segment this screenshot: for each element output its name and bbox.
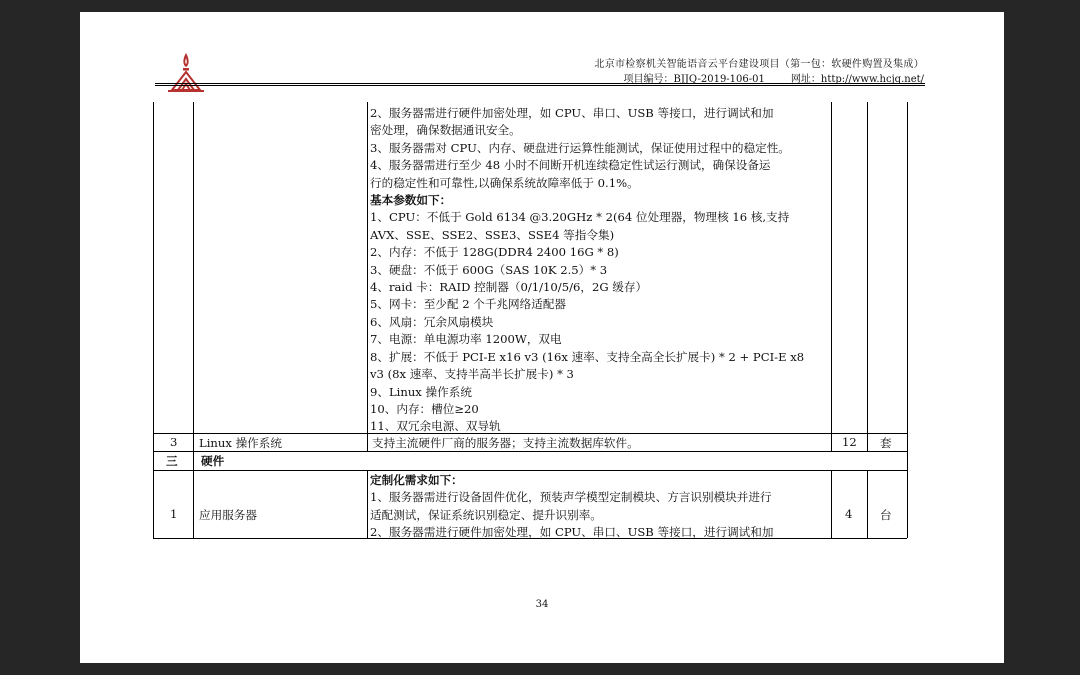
document-page <box>80 12 1004 663</box>
project-title: 北京市检察机关智能语音云平台建设项目（第一包：软硬件购置及集成） <box>594 59 924 70</box>
app-row-unit: 台 <box>880 508 892 522</box>
custom-heading: 定制化需求如下： <box>370 473 463 487</box>
custom-line: 2、服务器需进行硬件加密处理，如 CPU、串口、USB 等接口，进行调试和加 <box>370 525 774 540</box>
param-line: 4、raid 卡：RAID 控制器（0/1/10/5/6，2G 缓存） <box>370 280 648 295</box>
app-row-no: 1 <box>170 507 178 521</box>
website-label: 网址： <box>790 74 821 85</box>
param-line: 6、风扇：冗余风扇模块 <box>370 314 494 329</box>
spec-continued <box>370 105 825 436</box>
custom-line: 适配测试，保证系统识别稳定、提升识别率。 <box>370 507 602 522</box>
company-logo <box>162 50 210 96</box>
row3-unit: 套 <box>880 436 892 450</box>
header-rule-top <box>155 83 925 84</box>
custom-line: 1、服务器需进行设备固件优化，预装声学模型定制模块、方言识别模块并进行 <box>370 490 772 505</box>
spec-line: 2、服务器需进行硬件加密处理，如 CPU、串口、USB 等接口，进行调试和加 <box>370 106 774 120</box>
section-name: 硬件 <box>201 454 225 468</box>
spec-line: 3、服务器需对 CPU、内存、硬盘进行运算性能测试，保证使用过程中的稳定性。 <box>370 140 790 155</box>
header-rule-bottom <box>155 85 925 86</box>
param-line: 8、扩展：不低于 PCI-E x16 v3 (16x 速率、支持全高全长扩展卡) * 2 + PCI-E x8 <box>370 349 805 364</box>
param-line: v3 (8x 速率、支持半高半长扩展卡) * 3 <box>370 367 574 382</box>
row3-name: Linux 操作系统 <box>199 436 282 450</box>
param-line: 9、Linux 操作系统 <box>370 384 472 399</box>
param-line: 5、网卡：至少配 2 个千兆网络适配器 <box>370 297 567 312</box>
app-row-name: 应用服务器 <box>199 508 257 522</box>
project-no: BJJQ-2019-106-01 <box>673 74 765 85</box>
app-row-qty: 4 <box>845 507 853 521</box>
param-line: 1、CPU：不低于 Gold 6134 @3.20GHz * 2(64 位处理器，物理核 16 核,支持 <box>370 210 790 225</box>
param-line: 3、硬盘：不低于 600G（SAS 10K 2.5）* 3 <box>370 262 608 277</box>
row3-no: 3 <box>170 435 178 449</box>
project-no-label: 项目编号： <box>623 74 674 85</box>
requirements-table <box>153 102 907 538</box>
param-line: 7、电源：单电源功率 1200W，双电 <box>370 332 562 347</box>
row3-qty: 12 <box>842 435 857 449</box>
param-line: 11、双冗余电源、双导轨 <box>370 419 501 434</box>
page-number: 34 <box>535 599 549 610</box>
row3-spec: 支持主流硬件厂商的服务器；支持主流数据库软件。 <box>372 436 639 450</box>
params-heading: 基本参数如下： <box>370 193 452 208</box>
website-link[interactable]: http://www.hcjq.net/ <box>820 74 924 85</box>
spec-line: 行的稳定性和可靠性,以确保系统故障率低于 0.1%。 <box>370 175 639 190</box>
app-server-spec <box>370 472 825 542</box>
param-line: 10、内存：槽位≥20 <box>370 401 479 416</box>
param-line: AVX、SSE、SSE2、SSE3、SSE4 等指令集) <box>370 227 615 242</box>
spec-line: 密处理，确保数据通讯安全。 <box>370 123 521 138</box>
spec-line: 4、服务器需进行至少 48 小时不间断开机连续稳定性试运行测试，确保设备运 <box>370 158 771 173</box>
param-line: 2、内存：不低于 128G(DDR4 2400 16G * 8) <box>370 245 619 260</box>
section-no: 三 <box>166 454 178 468</box>
